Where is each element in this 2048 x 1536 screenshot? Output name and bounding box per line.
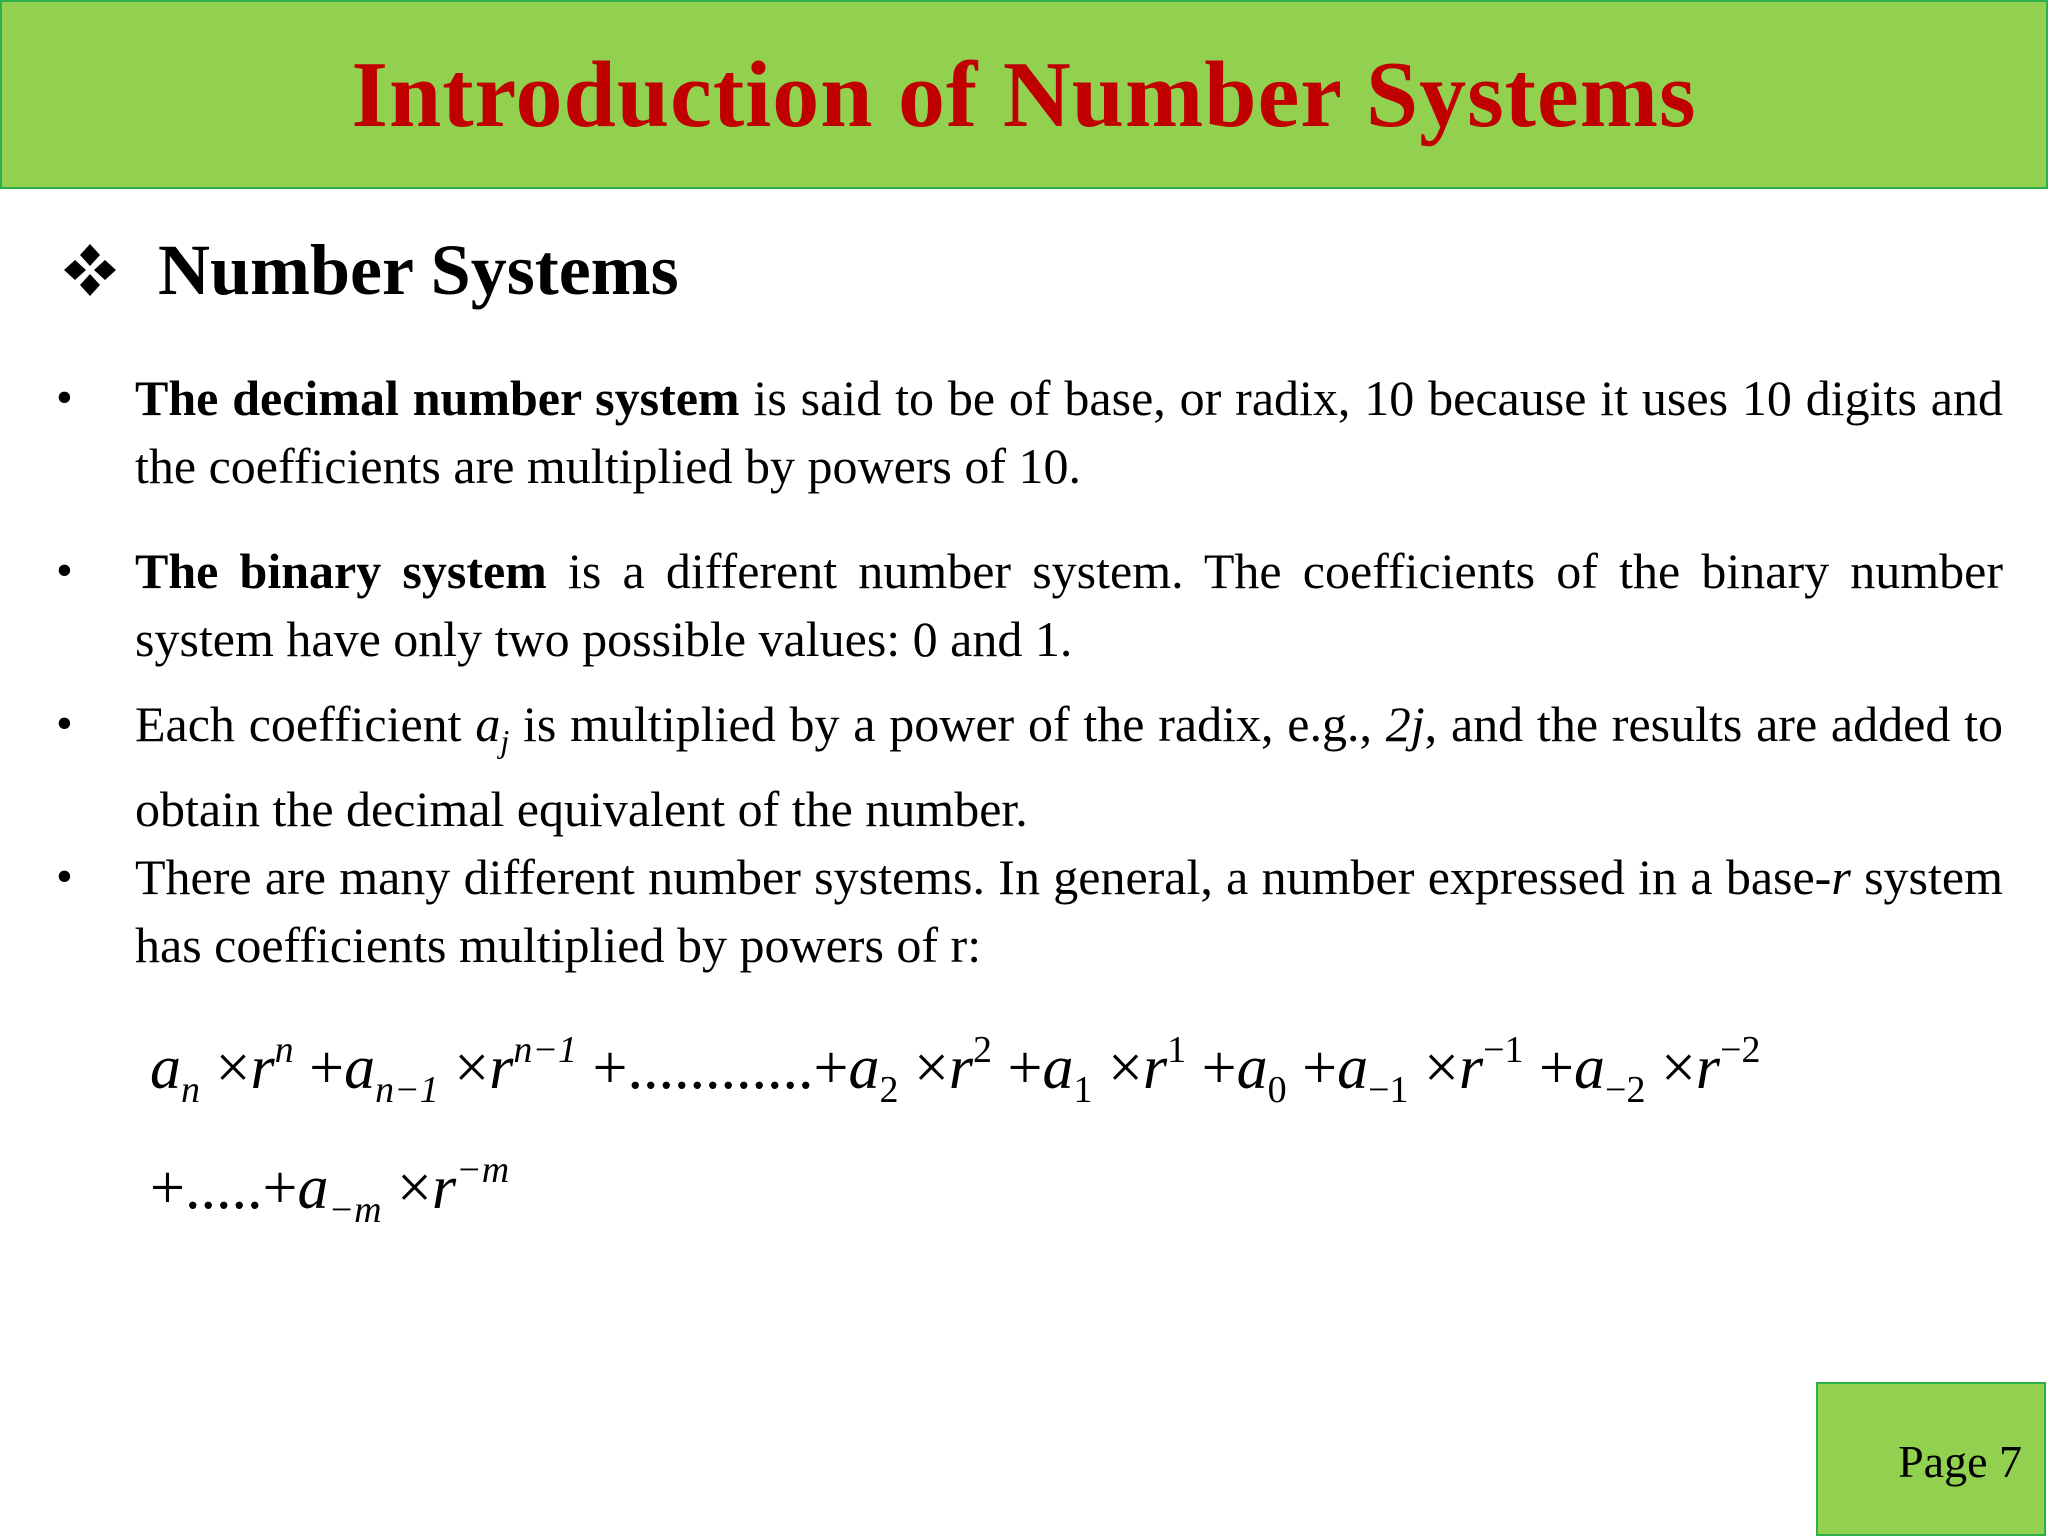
bullet-text: Each coefficient $a_j$ is multiplied by a power of the radix, e.g., 2j, and the results are added to obtain the decimal equivalent of the number. (135, 696, 2003, 837)
bullet-text: The decimal number system is said to be of base, or radix, 10 because it uses 10 digits and the coefficients are multiplied by powers of 10. (135, 370, 2003, 494)
formula-line-2: $+.....+a_{-m} \times r^{-m}$ (150, 1149, 510, 1231)
page-number: Page 7 (1898, 1436, 2022, 1487)
four-diamond-icon (60, 240, 120, 300)
formula-line-1: $a_n \times r^n +a_{n-1} \times r^{n-1} +............+a_2 \times r^2 +a_1 \times r^1 +a_0 +a_{-1} \times r^{-1} +a_{-2} \times r^{-2}$ (150, 1029, 1761, 1111)
bullet-text: There are many different number systems. In general, a number expressed in a base-r system has coefficients multiplied by powers of r: (135, 849, 2003, 973)
page-number-box (1816, 1382, 2046, 1536)
round-bullet-icon: • (56, 697, 73, 750)
bullet-bold-term: The decimal number system (135, 370, 740, 426)
section-heading-text: Number Systems (158, 230, 679, 310)
round-bullet-icon: • (56, 371, 73, 424)
round-bullet-icon: • (56, 544, 73, 597)
bullet-text: The binary system is a different number system. The coefficients of the binary number system have only two possible values: 0 and 1. (135, 543, 2004, 667)
bullet-bold-term: The binary system (135, 543, 547, 599)
slide-title: Introduction of Number Systems (351, 43, 1697, 147)
round-bullet-icon: • (56, 850, 73, 903)
section-heading (60, 220, 679, 320)
